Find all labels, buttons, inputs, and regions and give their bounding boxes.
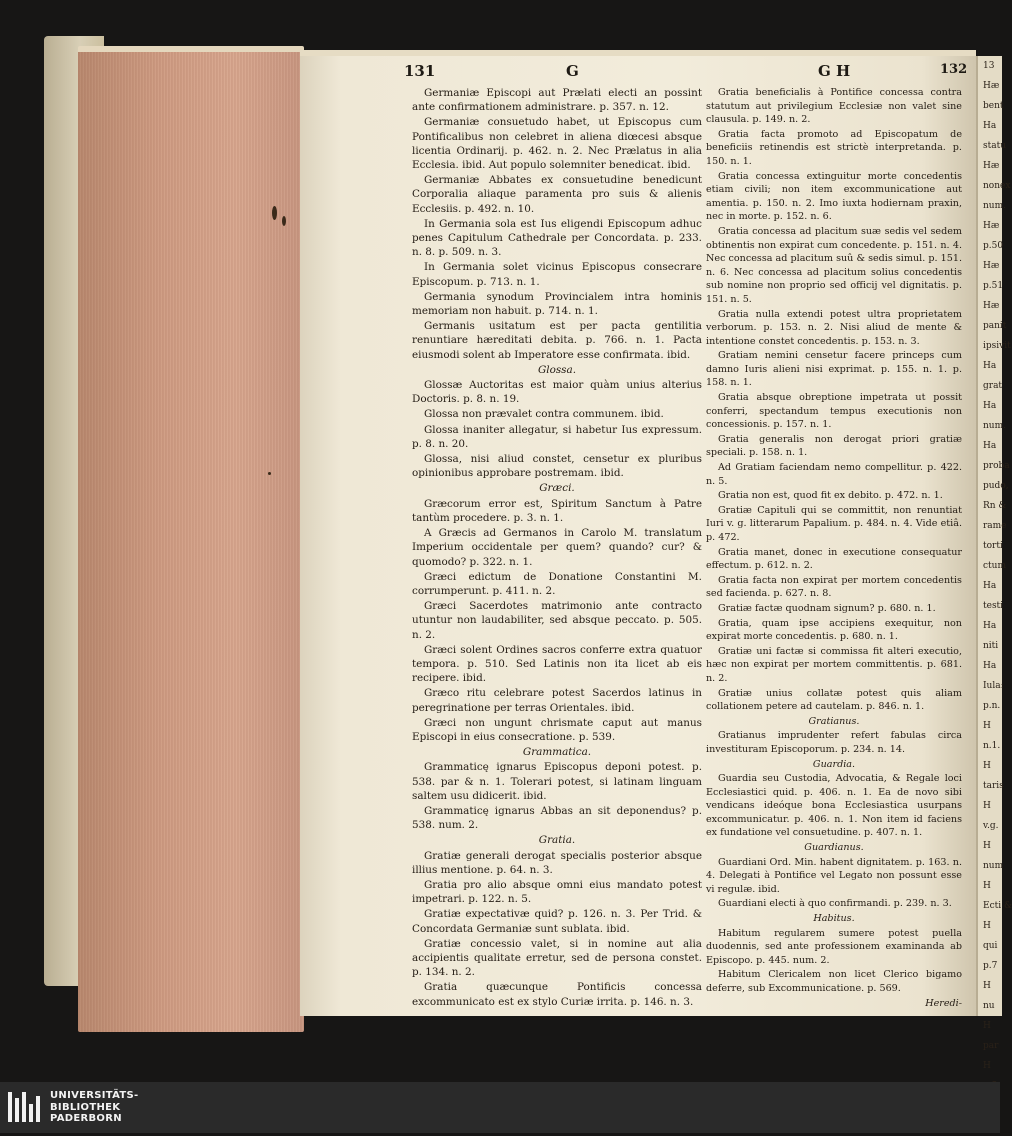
index-entry: Ad Gratiam faciendam nemo compellitur. p. 422. n. 5. — [706, 462, 962, 487]
next-page-fragment: Hæ — [983, 221, 1000, 231]
next-page-fragment: 13 — [983, 61, 995, 71]
index-entry: Germanis usitatum est per pacta gentilitia renuntiare hæreditati debita. p. 766. n. 1. Pacta eiusmodi solent ab Imperatore esse confirmata. ibid. — [412, 320, 702, 361]
index-entry: Grammaticę ignarus Episcopus deponi potest. p. 538. par & n. 1. Tolerari potest, si latinam linguam saltem usu didicerit. ibid. — [412, 761, 702, 802]
index-entry: Glossa non prævalet contra communem. ibid. — [424, 408, 664, 421]
next-page-fragment: panit — [983, 321, 1007, 331]
next-page-fragment: H — [983, 841, 991, 851]
index-entry: Gratia absque obreptione impetrata ut possit conferri, spectandum tempus executionis non concessionis. p. 157. n. 1. — [706, 392, 962, 431]
next-page-fragment: ctum — [983, 561, 1006, 571]
page-number-right: 132 — [940, 62, 968, 77]
next-page-fragment: pudo, — [983, 481, 1009, 491]
index-entry: Gratia generalis non derogat priori gratiæ speciali. p. 158. n. 1. — [706, 433, 962, 459]
next-page-fragment: Hæ — [983, 81, 1000, 91]
next-page-fragment: p.50 — [983, 241, 1004, 251]
index-entry: Habitum regularem sumere potest puella duodennis, sed ante professionem examinanda ab Episcopo. p. 445. num. 2. — [706, 927, 962, 966]
index-entry: Gratiam nemini censetur facere princeps cum damno Iuris alieni nisi exprimat. p. 155. n. 1. p. 158. n. 1. — [706, 350, 962, 389]
next-page-fragment: rame — [983, 521, 1007, 531]
next-page-fragment: Ecti & — [983, 901, 1012, 911]
index-entry: Gratiæ expectativæ quid? p. 126. n. 3. Per Trid. & Concordata Germaniæ sunt sublata. ibid. — [412, 908, 702, 935]
index-entry: Germaniæ Episcopi aut Prælati electi an possint ante confirmationem administrare. p. 357. n. 12. — [412, 87, 702, 114]
next-page-fragment: Ha — [983, 621, 997, 631]
next-page-fragment: H — [983, 761, 991, 771]
index-entry: Glossæ Auctoritas est maior quàm unius alterius Doctoris. p. 8. n. 19. — [412, 379, 702, 406]
section-heading: Glossa. — [537, 363, 577, 376]
index-entry: Græci non ungunt chrismate caput aut manus Episcopi in eius consecratione. p. 539. — [412, 716, 702, 743]
index-entry: Gratia concessa extinguitur morte concedentis etiam civili; non item excommunicatione aut amentia. p. 150. n. 2. Imo iuxta hodiernam praxin, nec in morte. p. 152. n. 6. — [706, 170, 962, 223]
library-name — [50, 1090, 139, 1125]
next-page-fragment: num. — [983, 421, 1006, 431]
section-heading: Guardianus. — [804, 842, 864, 854]
next-page-fragment: statu — [983, 141, 1007, 151]
next-page-fragment: H — [983, 1021, 991, 1031]
next-page-fragment: Hæ — [983, 301, 1000, 311]
next-page-fragment: nu — [983, 1001, 995, 1011]
index-entry: Germaniæ Abbates ex consuetudine benedicunt Corporalia aliaque paramenta pro suis & alienis Ecclesiis. p. 492. n. 10. — [412, 174, 702, 215]
section-heading: Gratianus. — [808, 715, 860, 727]
library-footer — [0, 1082, 1000, 1133]
index-column-left — [412, 86, 702, 1010]
next-page-fragment: Ha — [983, 401, 997, 411]
index-entry: Græco ritu celebrare potest Sacerdos latinus in peregrinatione per terras Orientales. ibid. — [412, 687, 702, 714]
next-page-fragment: p.7 — [983, 961, 998, 971]
index-entry: Gratia non est, quod fit ex debito. p. 472. n. 1. — [718, 490, 943, 502]
next-page-fragment: bent — [983, 101, 1004, 111]
index-entry: Gratia nulla extendi potest ultra proprietatem verborum. p. 153. n. 2. Nisi aliud de mente & intentione constet concedentis. p. 153. n. 3. — [706, 308, 962, 347]
next-page-fragment: grat — [983, 381, 1003, 391]
index-entry: Guardia seu Custodia, Advocatia, & Regale loci Ecclesiastici quid. p. 406. n. 1. Ea de novo sibi vendicans ideóque bona Ecclesiastica usurpans excommunicatur. p. 406. n. 1. Non item id faciens ex fundatione vel consuetudine. p. 407. n. 1. — [706, 773, 962, 839]
section-heading: Guardia. — [812, 758, 856, 770]
index-entry: Græci edictum de Donatione Constantini M. corrumperunt. p. 411. n. 2. — [412, 570, 702, 597]
index-entry: Gratia facta non expirat per mortem concedentis sed facienda. p. 627. n. 8. — [706, 574, 962, 600]
next-page-fragment: Iula: — [983, 681, 1004, 691]
next-page-fragment: testi — [983, 601, 1004, 611]
next-page-fragment: ipsivit — [983, 341, 1011, 351]
ink-mark — [282, 216, 286, 226]
index-entry: Græci solent Ordines sacros conferre extra quatuor tempora. p. 510. Sed Latinis non ita licet ab eis recipere. ibid. — [412, 643, 702, 685]
index-entry: Gratiæ concessio valet, si in nomine aut alia accipientis qualitate erretur, sed de persona constet. p. 134. n. 2. — [412, 937, 702, 979]
next-page-fragment: par — [983, 1041, 999, 1051]
next-page-fragment: p.n. — [983, 701, 1001, 711]
next-page-fragment: Ha — [983, 121, 997, 131]
ink-mark — [272, 206, 277, 220]
section-heading: Habitus. — [813, 913, 855, 925]
index-entry: Gratianus imprudenter refert fabulas circa investituram Episcoporum. p. 234. n. 14. — [706, 730, 962, 755]
ink-mark — [268, 472, 271, 475]
library-name-line3: PADERBORN — [50, 1113, 122, 1124]
next-page-fragment: Rn & — [983, 501, 1007, 511]
next-page-fragments — [978, 56, 1012, 1136]
library-name-line1: UNIVERSITÄTS- — [50, 1090, 139, 1101]
library-name-line2: BIBLIOTHEK — [50, 1101, 121, 1113]
next-page-fragment: H — [983, 1061, 991, 1071]
next-page-fragment: H — [983, 881, 991, 891]
index-entry: Habitum Clericalem non licet Clerico bigamo deferre, sub Excommunicatione. p. 569. — [706, 969, 962, 994]
index-entry: Germaniæ consuetudo habet, ut Episcopus cum Pontificalibus non celebret in aliena diœcesi absque licentia Ordinarij. p. 462. n. 2. Nec Prælatus in alia Ecclesia. ibid. Aut populo solemniter benedicat. ibid. — [412, 116, 702, 172]
next-page-fragment: num — [983, 861, 1004, 871]
index-entry: Gratiæ unius collatæ potest quis aliam collationem petere ad cautelam. p. 846. n. 1. — [706, 687, 962, 713]
next-page-fragment: taris — [983, 781, 1004, 791]
next-page-fragment: num. — [983, 201, 1006, 211]
index-entry: Gratiæ factæ quodnam signum? p. 680. n. 1. — [718, 602, 936, 614]
next-page-fragment: H — [983, 721, 991, 731]
next-page-fragment: Hæ — [983, 161, 1000, 171]
index-entry: Guardiani electi à quo confirmandi. p. 239. n. 3. — [718, 898, 952, 910]
library-logo-icon — [8, 1092, 42, 1122]
index-entry: Gratia concessa ad placitum suæ sedis vel sedem obtinentis non expirat cum concedente. p. 151. n. 4. Nec concessa ad placitum suû & sedis simul. p. 151. n. 6. Nec concessa ad placitum solius concedentis sub nomine non proprio sed officij vel dignitatis. p. 151. n. 5. — [706, 225, 962, 305]
index-entry: Gratia, quam ipse accipiens exequitur, non expirat morte concedentis. p. 680. n. 1. — [706, 617, 962, 643]
next-page-edge — [976, 56, 1012, 1071]
index-entry: A Græcis ad Germanos in Carolo M. translatum Imperium occidentale per quem? quando? cur? & quomodo? p. 322. n. 1. — [412, 527, 702, 568]
page-letter-left: G — [566, 62, 579, 80]
next-page-fragment: proba — [983, 461, 1010, 471]
index-entry: Guardiani Ord. Min. habent dignitatem. p. 163. n. 4. Delegati à Pontifice vel Legato non possunt esse vi regulæ. ibid. — [706, 856, 962, 895]
index-entry: Germania synodum Provincialem intra hominis memoriam non habuit. p. 714. n. 1. — [412, 290, 702, 318]
section-heading: Grammatica. — [522, 746, 592, 759]
index-entry: Gratia manet, donec in executione consequatur effectum. p. 612. n. 2. — [706, 546, 962, 572]
index-entry: Gratiæ uni factæ si commissa fit alteri executio, hæc non expirat per mortem committentis. p. 681. n. 2. — [706, 645, 962, 684]
index-entry: Glossa inaniter allegatur, si habetur Ius expressum. p. 8. n. 20. — [412, 423, 702, 450]
page-number-left: 131 — [404, 62, 436, 80]
page-letter-right: G H — [818, 62, 851, 80]
index-column-right — [706, 86, 962, 1011]
next-page-fragment: qui — [983, 941, 998, 951]
next-page-fragment: Ha — [983, 441, 997, 451]
index-entry: Græcorum error est, Spiritum Sanctum à Patre tantùm procedere. p. 3. n. 1. — [412, 497, 702, 524]
index-entry: Glossa, nisi aliud constet, censetur ex pluribus opinionibus approbare postremam. ibid. — [412, 453, 702, 480]
next-page-fragment: niti — [983, 641, 999, 651]
index-entry: Grammaticę ignarus Abbas an sit deponendus? p. 538. num. 2. — [412, 804, 702, 832]
index-entry: In Germania solet vicinus Episcopus consecrare Episcopum. p. 713. n. 1. — [412, 261, 702, 288]
index-entry: Gratia beneficialis à Pontifice concessa contra statutum aut privilegium Ecclesiæ non valet sine clausula. p. 149. n. 2. — [706, 87, 962, 126]
section-heading: Gratia. — [538, 834, 576, 847]
next-page-fragment: Hæ — [983, 261, 1000, 271]
next-page-fragment: Ha — [983, 661, 997, 671]
next-page-fragment: torti — [983, 541, 1003, 551]
next-page-fragment: n.1. — [983, 741, 1001, 751]
index-entry: Gratiæ Capituli qui se committit, non renuntiat Iuri v. g. litterarum Papalium. p. 484. n. 4. Vide etiâ. p. 472. — [706, 504, 962, 543]
index-entry: Græci Sacerdotes matrimonio ante contracto utuntur non laudabiliter, sed absque peccato. p. 505. n. 2. — [412, 600, 702, 641]
index-entry: Gratia pro alio absque omni eius mandato potest impetrari. p. 122. n. 5. — [412, 878, 702, 906]
next-page-fragment: H — [983, 801, 991, 811]
next-page-fragment: H — [983, 981, 991, 991]
next-page-fragment: Ha — [983, 361, 997, 371]
section-heading: Græci. — [539, 482, 575, 495]
catchword: Heredi- — [925, 997, 962, 1009]
index-entry: Gratia facta promoto ad Episcopatum de beneficiis retinendis est strictè interpretanda. p. 150. n. 1. — [706, 128, 962, 167]
page-fore-edge — [78, 46, 304, 1032]
next-page-fragment: p.51 — [983, 281, 1004, 291]
next-page-fragment: Ha — [983, 581, 997, 591]
index-entry: In Germania sola est Ius eligendi Episcopum adhuc penes Capitulum Cathedrale per Concordata. p. 233. n. 8. p. 509. n. 3. — [412, 217, 702, 259]
index-entry: Gratia quæcunque Pontificis concessa excommunicato est ex stylo Curiæ irrita. p. 146. n. 3. — [412, 981, 702, 1008]
index-entry: Gratiæ generali derogat specialis posterior absque illius mentione. p. 64. n. 3. — [412, 849, 702, 876]
next-page-fragment: H — [983, 921, 991, 931]
next-page-fragment: v.g. — [983, 821, 999, 831]
next-page-fragment: nonex — [983, 181, 1011, 191]
